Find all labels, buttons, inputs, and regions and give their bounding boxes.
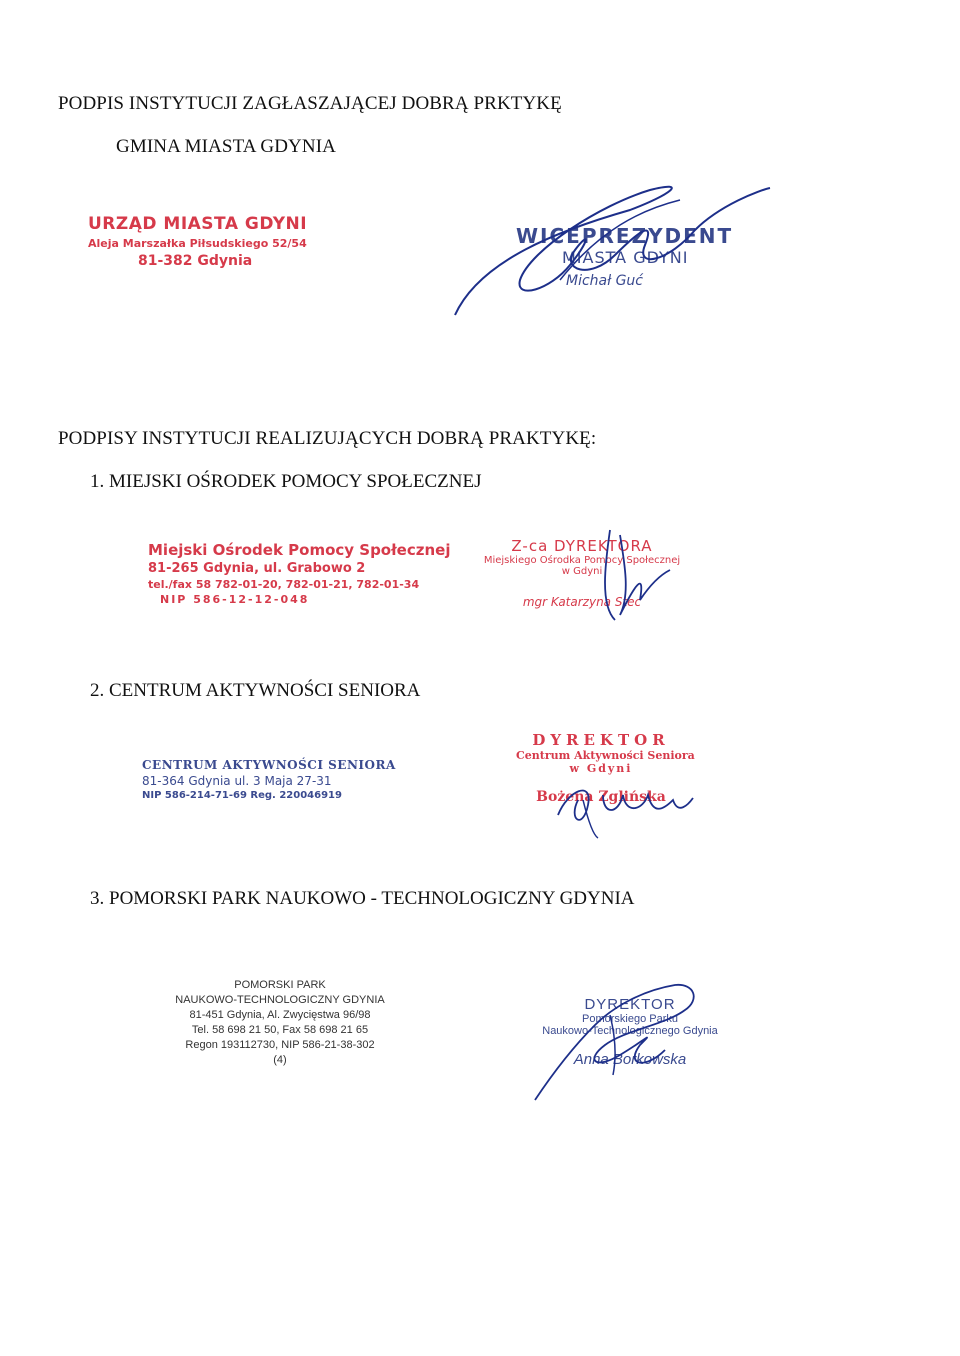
official-line: w Gdyni <box>561 566 603 577</box>
cas-signature <box>548 760 698 840</box>
stamp-line: NIP 586-214-71-69 Reg. 220046919 <box>142 790 342 801</box>
item-label-mops: 1. MIEJSKI OŚRODEK POMOCY SPOŁECZNEJ <box>90 471 482 492</box>
city-office-stamp <box>88 214 307 269</box>
official-name: Anna Borkowska <box>573 1051 687 1068</box>
official-line: Miejskiego Ośrodka Pomocy Społecznej <box>483 555 681 566</box>
ppnt-signature <box>525 975 715 1105</box>
official-line: Naukowo-Technologicznego Gdynia <box>542 1025 718 1037</box>
stamp-line: (4) <box>273 1054 287 1066</box>
official-line: w Gdyni <box>569 762 633 775</box>
stamp-line: 81-364 Gdynia ul. 3 Maja 27-31 <box>142 774 332 788</box>
stamp-line: Miejski Ośrodek Pomocy Społecznej <box>148 541 451 559</box>
page-title: PODPIS INSTYTUCJI ZAGŁASZAJĄCEJ DOBRĄ PRKTYKĘ <box>58 93 562 114</box>
mops-stamp <box>148 541 450 606</box>
item-label-cas: 2. CENTRUM AKTYWNOŚCI SENIORA <box>90 680 421 701</box>
mops-signature <box>590 525 680 625</box>
institution-name: GMINA MIASTA GDYNIA <box>116 136 336 157</box>
stamp-line: Tel. 58 698 21 50, Fax 58 698 21 65 <box>191 1024 369 1036</box>
stamp-line: 81-382 Gdynia <box>138 253 253 269</box>
vice-president-signature <box>440 170 780 320</box>
official-line: Centrum Aktywności Seniora <box>516 749 695 762</box>
official-name: mgr Katarzyna Stec <box>522 595 642 609</box>
official-line: Pomorskiego Parku <box>582 1013 678 1025</box>
official-title: Z-ca DYREKTORA <box>511 537 653 555</box>
official-title: DYREKTOR <box>532 731 670 749</box>
official-title: WICEPREZYDENT <box>516 224 734 248</box>
stamp-line: Regon 193112730, NIP 586-21-38-302 <box>185 1039 375 1051</box>
item-label-ppnt: 3. POMORSKI PARK NAUKOWO - TECHNOLOGICZNY GDYNIA <box>90 888 635 909</box>
official-name: Michał Guć <box>566 273 644 289</box>
stamp-line: CENTRUM AKTYWNOŚCI SENIORA <box>142 758 396 772</box>
stamp-line: URZĄD MIASTA GDYNI <box>88 214 308 234</box>
stamp-line: tel./fax 58 782-01-20, 782-01-21, 782-01-34 <box>148 578 420 591</box>
stamp-line: NIP 586-12-12-048 <box>160 593 310 606</box>
cas-stamp <box>142 758 396 801</box>
stamp-line: POMORSKI PARK <box>234 979 326 991</box>
stamp-line: 81-265 Gdynia, ul. Grabowo 2 <box>148 561 366 576</box>
stamp-line: NAUKOWO-TECHNOLOGICZNY GDYNIA <box>175 994 385 1006</box>
stamp-line: Aleja Marszałka Piłsudskiego 52/54 <box>88 237 307 250</box>
stamp-line: 81-451 Gdynia, Al. Zwycięstwa 96/98 <box>189 1009 371 1021</box>
official-line: MIASTA GDYNI <box>562 248 689 267</box>
official-title: DYREKTOR <box>584 996 676 1013</box>
section-title: PODPISY INSTYTUCJI REALIZUJĄCYCH DOBRĄ PRAKTYKĘ: <box>58 428 597 449</box>
ppnt-stamp <box>140 978 420 1068</box>
official-name: Bożena Zglińska <box>536 789 666 805</box>
